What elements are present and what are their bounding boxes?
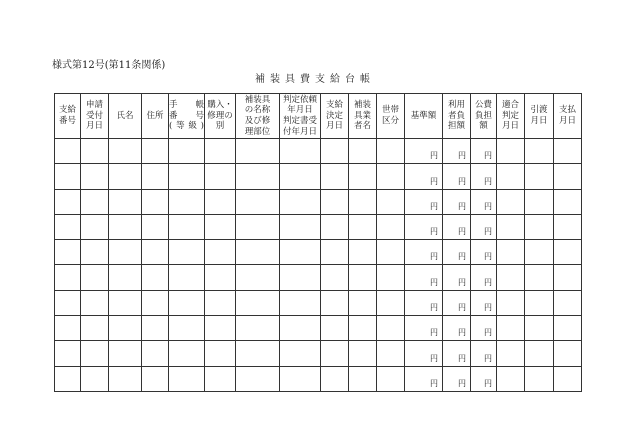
column-header: 補装 具業 者名 xyxy=(349,94,377,139)
table-row xyxy=(55,341,582,366)
table-cell xyxy=(142,189,169,214)
table-cell xyxy=(55,240,81,265)
ledger-title: 補装具費支給台帳 xyxy=(255,74,375,85)
table-cell xyxy=(554,164,582,189)
table-cell xyxy=(497,316,525,341)
table-cell xyxy=(349,290,377,315)
column-header: 申請 受付 月日 xyxy=(81,94,109,139)
column-header: 住所 xyxy=(142,94,169,139)
table-cell xyxy=(236,139,280,164)
column-header: 購入・ 修理の 別 xyxy=(205,94,236,139)
column-header: 公費 負担 額 xyxy=(471,94,497,139)
yen-amount-cell: 円 xyxy=(443,214,471,239)
column-header: 適合 判定 月日 xyxy=(497,94,525,139)
table-cell xyxy=(321,366,349,391)
table-cell xyxy=(525,164,554,189)
column-header: 判定依頼 年月日 判定書受 付年月日 xyxy=(280,94,321,139)
table-cell xyxy=(81,290,109,315)
table-cell xyxy=(205,265,236,290)
table-cell xyxy=(321,316,349,341)
table-cell xyxy=(81,164,109,189)
table-cell xyxy=(169,240,205,265)
table-cell xyxy=(377,139,405,164)
table-cell xyxy=(81,316,109,341)
table-cell xyxy=(280,290,321,315)
table-cell xyxy=(109,189,142,214)
table-cell xyxy=(81,265,109,290)
table-cell xyxy=(349,164,377,189)
yen-amount-cell: 円 xyxy=(471,341,497,366)
table-cell xyxy=(81,341,109,366)
yen-amount-cell: 円 xyxy=(405,164,443,189)
table-cell xyxy=(377,366,405,391)
table-cell xyxy=(321,290,349,315)
table-cell xyxy=(280,214,321,239)
table-cell xyxy=(321,214,349,239)
table-cell xyxy=(81,240,109,265)
table-cell xyxy=(349,214,377,239)
table-cell xyxy=(205,366,236,391)
table-cell xyxy=(554,265,582,290)
yen-amount-cell: 円 xyxy=(443,164,471,189)
table-cell xyxy=(349,341,377,366)
table-cell xyxy=(109,240,142,265)
table-cell xyxy=(349,240,377,265)
yen-amount-cell: 円 xyxy=(405,366,443,391)
table-cell xyxy=(349,189,377,214)
table-cell xyxy=(109,341,142,366)
table-cell xyxy=(109,214,142,239)
column-header: 利用 者負 担額 xyxy=(443,94,471,139)
yen-amount-cell: 円 xyxy=(471,366,497,391)
table-cell xyxy=(321,139,349,164)
table-cell xyxy=(554,366,582,391)
table-row xyxy=(55,189,582,214)
yen-amount-cell: 円 xyxy=(471,316,497,341)
table-cell xyxy=(169,316,205,341)
table-cell xyxy=(81,139,109,164)
table-cell xyxy=(169,366,205,391)
yen-amount-cell: 円 xyxy=(443,316,471,341)
table-cell xyxy=(205,290,236,315)
yen-amount-cell: 円 xyxy=(443,240,471,265)
table-cell xyxy=(142,139,169,164)
yen-amount-cell: 円 xyxy=(471,214,497,239)
table-cell xyxy=(236,240,280,265)
table-cell xyxy=(497,214,525,239)
table-cell xyxy=(525,265,554,290)
table-cell xyxy=(55,290,81,315)
table-cell xyxy=(205,139,236,164)
table-cell xyxy=(525,240,554,265)
column-header: 支給 番号 xyxy=(55,94,81,139)
table-cell xyxy=(205,240,236,265)
table-cell xyxy=(142,265,169,290)
yen-amount-cell: 円 xyxy=(443,341,471,366)
table-cell xyxy=(109,164,142,189)
yen-amount-cell: 円 xyxy=(405,240,443,265)
yen-amount-cell: 円 xyxy=(471,139,497,164)
table-cell xyxy=(169,189,205,214)
table-cell xyxy=(236,164,280,189)
table-cell xyxy=(205,316,236,341)
table-cell xyxy=(142,341,169,366)
yen-amount-cell: 円 xyxy=(405,214,443,239)
table-cell xyxy=(525,366,554,391)
table-cell xyxy=(169,290,205,315)
table-cell xyxy=(349,265,377,290)
table-cell xyxy=(525,139,554,164)
column-header: 氏名 xyxy=(109,94,142,139)
yen-amount-cell: 円 xyxy=(471,189,497,214)
yen-amount-cell: 円 xyxy=(471,164,497,189)
table-cell xyxy=(142,240,169,265)
table-cell xyxy=(321,189,349,214)
table-cell xyxy=(554,139,582,164)
column-header: 支給 決定 月日 xyxy=(321,94,349,139)
table-cell xyxy=(321,265,349,290)
table-cell xyxy=(377,341,405,366)
table-cell xyxy=(554,341,582,366)
table-cell xyxy=(280,240,321,265)
table-cell xyxy=(349,316,377,341)
table-cell xyxy=(81,214,109,239)
yen-amount-cell: 円 xyxy=(443,189,471,214)
yen-amount-cell: 円 xyxy=(443,290,471,315)
table-cell xyxy=(554,240,582,265)
ledger-header-row xyxy=(55,94,582,139)
table-cell xyxy=(280,189,321,214)
ledger-table xyxy=(54,93,582,392)
table-cell xyxy=(205,341,236,366)
table-cell xyxy=(55,189,81,214)
yen-amount-cell: 円 xyxy=(405,341,443,366)
table-cell xyxy=(497,290,525,315)
yen-amount-cell: 円 xyxy=(443,265,471,290)
table-cell xyxy=(525,214,554,239)
table-cell xyxy=(81,366,109,391)
yen-amount-cell: 円 xyxy=(471,265,497,290)
table-cell xyxy=(236,189,280,214)
table-cell xyxy=(554,189,582,214)
table-cell xyxy=(169,265,205,290)
column-header: 補装具 の名称 及び修 理部位 xyxy=(236,94,280,139)
table-cell xyxy=(55,316,81,341)
table-cell xyxy=(497,139,525,164)
table-cell xyxy=(109,366,142,391)
table-cell xyxy=(236,341,280,366)
table-cell xyxy=(497,341,525,366)
table-row xyxy=(55,240,582,265)
table-cell xyxy=(109,265,142,290)
table-cell xyxy=(525,316,554,341)
yen-amount-cell: 円 xyxy=(405,189,443,214)
table-cell xyxy=(280,164,321,189)
table-cell xyxy=(377,316,405,341)
table-cell xyxy=(142,366,169,391)
table-cell xyxy=(280,265,321,290)
column-header: 世帯 区分 xyxy=(377,94,405,139)
table-cell xyxy=(525,189,554,214)
table-cell xyxy=(236,366,280,391)
table-cell xyxy=(109,290,142,315)
table-cell xyxy=(81,189,109,214)
table-row xyxy=(55,290,582,315)
table-cell xyxy=(280,316,321,341)
table-cell xyxy=(205,214,236,239)
table-cell xyxy=(169,341,205,366)
table-cell xyxy=(55,366,81,391)
column-header: 支払 月日 xyxy=(554,94,582,139)
table-row xyxy=(55,316,582,341)
table-cell xyxy=(377,164,405,189)
yen-amount-cell: 円 xyxy=(443,139,471,164)
table-cell xyxy=(236,214,280,239)
table-cell xyxy=(55,139,81,164)
table-cell xyxy=(349,139,377,164)
table-row xyxy=(55,139,582,164)
table-cell xyxy=(55,164,81,189)
table-cell xyxy=(236,290,280,315)
table-cell xyxy=(497,240,525,265)
table-cell xyxy=(497,164,525,189)
column-header: 引渡 月日 xyxy=(525,94,554,139)
table-cell xyxy=(497,265,525,290)
table-row xyxy=(55,265,582,290)
table-cell xyxy=(377,240,405,265)
table-cell xyxy=(142,164,169,189)
table-row xyxy=(55,366,582,391)
table-cell xyxy=(142,290,169,315)
yen-amount-cell: 円 xyxy=(471,240,497,265)
table-cell xyxy=(142,316,169,341)
table-cell xyxy=(349,366,377,391)
table-cell xyxy=(377,189,405,214)
table-cell xyxy=(377,214,405,239)
yen-amount-cell: 円 xyxy=(405,139,443,164)
table-cell xyxy=(169,164,205,189)
table-cell xyxy=(377,290,405,315)
table-cell xyxy=(109,316,142,341)
table-cell xyxy=(321,240,349,265)
table-cell xyxy=(55,341,81,366)
table-cell xyxy=(236,265,280,290)
table-cell xyxy=(525,341,554,366)
table-row xyxy=(55,164,582,189)
table-cell xyxy=(554,316,582,341)
column-header: 手 帳 番 号 (等級) xyxy=(169,94,205,139)
table-cell xyxy=(169,214,205,239)
table-cell xyxy=(55,265,81,290)
table-cell xyxy=(169,139,205,164)
yen-amount-cell: 円 xyxy=(471,290,497,315)
yen-amount-cell: 円 xyxy=(405,265,443,290)
column-header: 基準額 xyxy=(405,94,443,139)
yen-amount-cell: 円 xyxy=(405,316,443,341)
table-cell xyxy=(377,265,405,290)
table-cell xyxy=(280,366,321,391)
table-cell xyxy=(321,341,349,366)
yen-amount-cell: 円 xyxy=(443,366,471,391)
table-cell xyxy=(142,214,169,239)
table-cell xyxy=(205,189,236,214)
table-cell xyxy=(497,189,525,214)
table-cell xyxy=(497,366,525,391)
table-cell xyxy=(236,316,280,341)
table-cell xyxy=(109,139,142,164)
form-number-label: 様式第12号(第11条関係) xyxy=(52,60,166,71)
table-cell xyxy=(55,214,81,239)
table-cell xyxy=(280,139,321,164)
table-cell xyxy=(280,341,321,366)
table-cell xyxy=(554,290,582,315)
table-cell xyxy=(554,214,582,239)
table-cell xyxy=(525,290,554,315)
table-cell xyxy=(321,164,349,189)
table-row xyxy=(55,214,582,239)
table-cell xyxy=(205,164,236,189)
yen-amount-cell: 円 xyxy=(405,290,443,315)
ledger-body xyxy=(55,139,582,392)
